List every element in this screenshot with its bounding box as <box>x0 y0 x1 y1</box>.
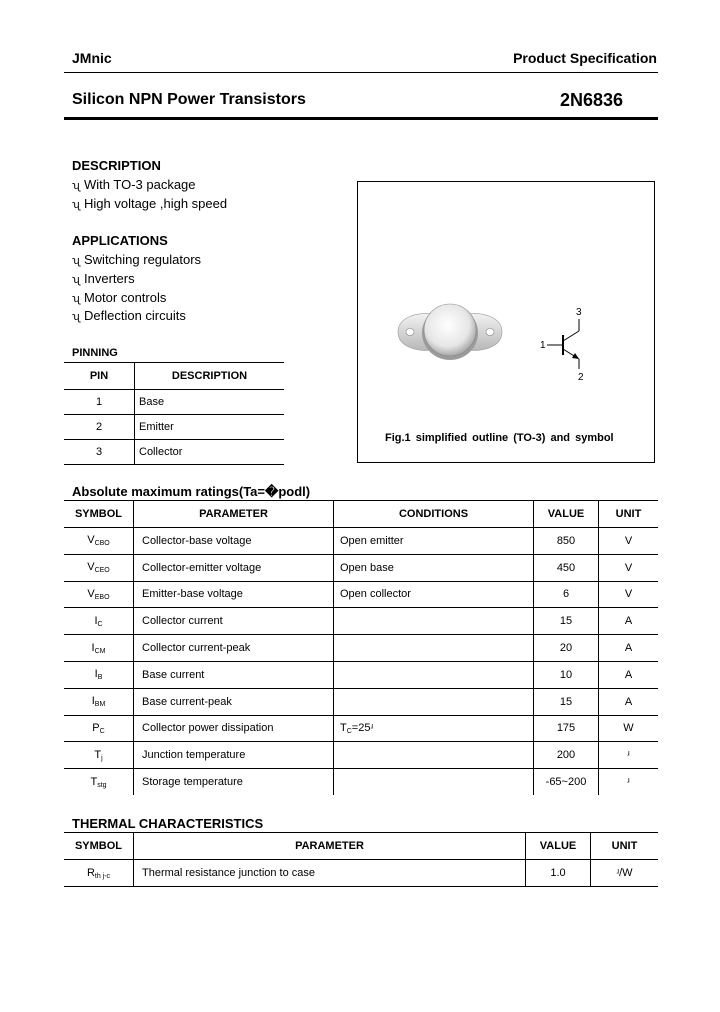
condition-subscript: C <box>346 727 352 735</box>
column-header: PARAMETER <box>134 501 334 528</box>
description-text: High voltage ,high speed <box>84 196 228 211</box>
symbol-cell <box>64 608 134 635</box>
unit-cell: V <box>599 528 659 555</box>
value-cell: 20 <box>534 635 599 662</box>
value-cell: 1.0 <box>526 860 591 887</box>
parameter-cell: Collector-emitter voltage <box>134 554 334 581</box>
unit-cell: A <box>599 635 659 662</box>
unit-cell: ʴ <box>599 742 659 769</box>
value-cell: 200 <box>534 742 599 769</box>
table-header-row <box>64 363 284 390</box>
table-row <box>64 440 284 465</box>
parameter-cell: Thermal resistance junction to case <box>134 860 526 887</box>
unit-cell: A <box>599 608 659 635</box>
parameter-cell: Collector power dissipation <box>134 715 334 742</box>
symbol-cell <box>64 581 134 608</box>
application-item <box>72 290 166 305</box>
thermal-heading: THERMAL CHARACTERISTICS <box>72 816 264 831</box>
column-header: PARAMETER <box>134 833 526 860</box>
symbol-subscript: EBO <box>94 593 110 601</box>
brand-name: JMnic <box>72 50 112 66</box>
conditions-cell <box>334 661 534 688</box>
table-row <box>64 635 658 662</box>
value-cell: -65~200 <box>534 769 599 795</box>
bullet-icon: ʯ <box>72 293 80 305</box>
symbol-cell <box>64 769 134 795</box>
unit-cell: ʴ/W <box>591 860 659 887</box>
unit-cell: A <box>599 661 659 688</box>
pin-number: 1 <box>64 390 135 415</box>
symbol-cell <box>64 661 134 688</box>
header-rule <box>64 72 658 73</box>
conditions-cell <box>334 635 534 662</box>
table-row <box>64 415 284 440</box>
condition-value: =25ʴ <box>351 721 374 734</box>
pin-description: Emitter <box>135 415 285 440</box>
column-header: SYMBOL <box>64 501 134 528</box>
symbol-text: V <box>87 534 95 547</box>
table-row <box>64 608 658 635</box>
conditions-cell <box>334 769 534 795</box>
application-text: Motor controls <box>84 290 167 305</box>
symbol-subscript: CEO <box>94 567 110 575</box>
title-rule <box>64 117 658 120</box>
symbol-text: I <box>94 668 98 681</box>
doc-type: Product Specification <box>513 50 657 66</box>
application-text: Deflection circuits <box>84 308 186 323</box>
to3-package-image <box>390 300 510 365</box>
symbol-cell <box>64 715 134 742</box>
conditions-cell <box>334 715 534 742</box>
description-item <box>72 177 196 192</box>
doc-title: Silicon NPN Power Transistors <box>72 91 306 108</box>
application-item <box>72 308 186 323</box>
figure-caption: Fig.1 simplified outline (TO-3) and symbol <box>385 432 614 444</box>
symbol-text: I <box>91 695 95 708</box>
pinning-table <box>64 362 284 465</box>
pin-label-collector: 3 <box>576 307 582 318</box>
column-header: DESCRIPTION <box>135 363 285 390</box>
symbol-subscript: BM <box>94 701 106 709</box>
table-row <box>64 860 658 887</box>
parameter-cell: Storage temperature <box>134 769 334 795</box>
parameter-cell: Emitter-base voltage <box>134 581 334 608</box>
parameter-cell: Collector-base voltage <box>134 528 334 555</box>
symbol-subscript: j <box>101 754 103 762</box>
symbol-text: I <box>91 641 95 654</box>
symbol-text: T <box>94 748 102 761</box>
symbol-subscript: B <box>97 674 103 682</box>
column-header: SYMBOL <box>64 833 134 860</box>
value-cell: 6 <box>534 581 599 608</box>
symbol-subscript: C <box>99 727 105 735</box>
part-number: 2N6836 <box>560 90 624 110</box>
symbol-subscript: CM <box>94 647 106 655</box>
unit-cell: V <box>599 554 659 581</box>
bullet-icon: ʯ <box>72 311 80 323</box>
conditions-cell: Open collector <box>334 581 534 608</box>
symbol-cell <box>64 635 134 662</box>
conditions-cell <box>334 608 534 635</box>
table-row <box>64 554 658 581</box>
symbol-subscript: stg <box>97 781 107 789</box>
conditions-cell <box>334 688 534 715</box>
application-text: Switching regulators <box>84 252 202 267</box>
ratings-table <box>64 500 658 795</box>
description-item <box>72 196 227 211</box>
bullet-icon: ʯ <box>72 180 80 192</box>
table-row <box>64 581 658 608</box>
column-header: VALUE <box>526 833 591 860</box>
applications-heading: APPLICATIONS <box>72 233 168 248</box>
table-row <box>64 715 658 742</box>
table-header-row <box>64 833 658 860</box>
pin-number: 3 <box>64 440 135 465</box>
pin-number: 2 <box>64 415 135 440</box>
value-cell: 15 <box>534 688 599 715</box>
symbol-text: I <box>94 614 98 627</box>
pinning-heading: PINNING <box>72 347 118 359</box>
value-cell: 15 <box>534 608 599 635</box>
symbol-subscript: th j-c <box>94 872 111 880</box>
parameter-cell: Collector current <box>134 608 334 635</box>
parameter-cell: Base current-peak <box>134 688 334 715</box>
parameter-cell: Junction temperature <box>134 742 334 769</box>
pin-description: Base <box>135 390 285 415</box>
table-row <box>64 661 658 688</box>
table-row <box>64 688 658 715</box>
symbol-cell <box>64 860 134 887</box>
table-row <box>64 742 658 769</box>
table-row <box>64 528 658 555</box>
application-item <box>72 252 201 267</box>
application-text: Inverters <box>84 271 135 286</box>
bullet-icon: ʯ <box>72 255 80 267</box>
thermal-table <box>64 832 658 887</box>
column-header: CONDITIONS <box>334 501 534 528</box>
bullet-icon: ʯ <box>72 199 80 211</box>
symbol-cell <box>64 742 134 769</box>
pin-description: Collector <box>135 440 285 465</box>
parameter-cell: Collector current-peak <box>134 635 334 662</box>
parameter-cell: Base current <box>134 661 334 688</box>
symbol-text: T <box>90 775 98 788</box>
value-cell: 850 <box>534 528 599 555</box>
column-header: VALUE <box>534 501 599 528</box>
value-cell: 10 <box>534 661 599 688</box>
symbol-text: V <box>87 587 95 600</box>
table-header-row <box>64 501 658 528</box>
description-text: With TO-3 package <box>84 177 196 192</box>
conditions-cell: Open emitter <box>334 528 534 555</box>
unit-cell: W <box>599 715 659 742</box>
column-header: UNIT <box>591 833 659 860</box>
npn-transistor-symbol <box>535 305 595 383</box>
symbol-text: P <box>92 721 100 734</box>
ratings-heading: Absolute maximum ratings(Ta=�podl) <box>72 484 311 499</box>
application-item <box>72 271 135 286</box>
pin-label-emitter: 2 <box>578 372 584 383</box>
description-heading: DESCRIPTION <box>72 158 161 173</box>
symbol-text: R <box>86 866 95 879</box>
table-row <box>64 390 284 415</box>
column-header: PIN <box>64 363 135 390</box>
symbol-cell <box>64 528 134 555</box>
symbol-text: V <box>87 561 95 574</box>
symbol-cell <box>64 554 134 581</box>
symbol-subscript: CBO <box>94 540 110 548</box>
unit-cell: V <box>599 581 659 608</box>
pin-label-base: 1 <box>540 340 546 351</box>
table-row <box>64 769 658 795</box>
conditions-cell: Open base <box>334 554 534 581</box>
unit-cell: ʴ <box>627 776 630 789</box>
condition-symbol: T <box>340 721 347 734</box>
value-cell: 450 <box>534 554 599 581</box>
bullet-icon: ʯ <box>72 274 80 286</box>
conditions-cell <box>334 742 534 769</box>
symbol-subscript: C <box>97 620 103 628</box>
unit-cell: A <box>599 688 659 715</box>
column-header: UNIT <box>599 501 659 528</box>
symbol-cell <box>64 688 134 715</box>
value-cell: 175 <box>534 715 599 742</box>
